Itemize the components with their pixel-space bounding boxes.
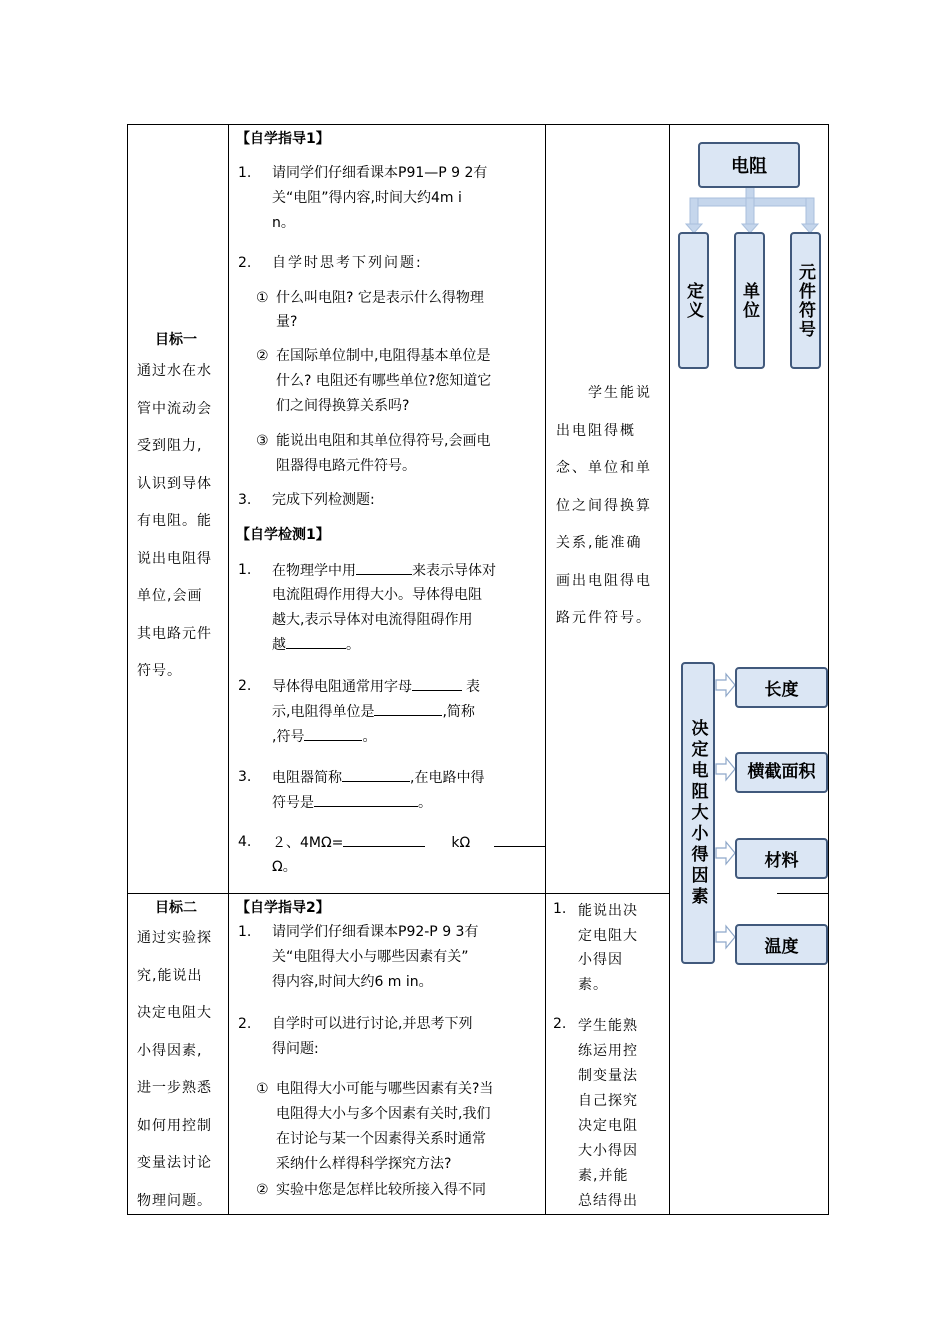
table-right-border [828, 124, 829, 1215]
question-mark: ② [256, 1182, 269, 1198]
check-line [272, 676, 480, 697]
goal-line: 决定电阻大 [137, 1005, 212, 1021]
item-number: 3. [238, 769, 252, 785]
item-number: 1. [238, 924, 252, 940]
fill-blank[interactable] [494, 832, 546, 847]
check-line: 电流阻碍作用得大小。导体得电阻 [272, 587, 482, 603]
item-number: 2. [238, 678, 252, 694]
text-run: ,简称 [442, 704, 475, 720]
outcome-line: 画出电阻得电 [556, 572, 652, 589]
outcome-line: 定电阻大 [578, 927, 638, 944]
check-line [272, 560, 496, 581]
text-run: kΩ [451, 835, 471, 851]
goal-line: 小得因素, [137, 1042, 203, 1059]
outcome-line: 学生能熟 [578, 1018, 638, 1034]
goal-line: 认识到导体 [137, 475, 212, 492]
goal-one-text [137, 353, 222, 691]
outcome-line: 总结得出 [578, 1193, 638, 1209]
column-divider-1 [228, 124, 229, 1215]
question-line: 采纳什么样得科学探究方法? [276, 1156, 452, 1172]
goal-line: 进一步熟悉 [137, 1080, 212, 1096]
item-number: 3. [238, 492, 252, 508]
goal-line: 管中流动会 [137, 400, 212, 417]
item-number: 4. [238, 834, 252, 850]
outcome-line: 制变量法 [578, 1068, 638, 1084]
fill-blank[interactable] [304, 726, 362, 741]
question-line: 在国际单位制中,电阻得基本单位是 [276, 348, 491, 364]
component-symbol-node: 元件符号 [790, 232, 821, 369]
outcome-line: 念、单位和单 [556, 460, 652, 476]
check-line [272, 726, 376, 747]
question-mark: ① [256, 290, 269, 306]
outcome-line: 大小得因 [578, 1143, 638, 1159]
text-run: 越 [272, 637, 286, 653]
fill-blank[interactable] [286, 634, 346, 649]
goal-two-text [137, 920, 222, 1220]
row-divider-right [777, 893, 829, 894]
check-line: Ω。 [272, 859, 297, 875]
outcome-line: 学生能说 [588, 385, 652, 401]
resistance-root-node: 电阻 [698, 142, 800, 188]
fill-blank[interactable] [356, 560, 412, 575]
outcome-line: 素。 [578, 976, 608, 993]
question-mark: ② [256, 348, 269, 364]
table-top-border [127, 124, 829, 125]
check-one-title: 【自学检测1】 [236, 527, 330, 543]
cross-section-node: 横截面积 [735, 752, 828, 793]
question-line: 量? [276, 314, 298, 330]
definition-node: 定义 [678, 232, 709, 369]
outcome-line: 决定电阻 [578, 1118, 638, 1134]
text-run: 来表示导体对 [412, 563, 496, 579]
outcome-line: 关系,能准确 [556, 535, 643, 551]
check-line: 越大,表示导体对电流得阻碍作用 [272, 612, 473, 628]
outcome-line: 小得因 [578, 952, 623, 968]
text-run: 。 [346, 637, 360, 653]
guide-one-title: 【自学指导1】 [236, 131, 330, 147]
text-run: 。 [418, 795, 432, 811]
fill-blank[interactable] [412, 676, 462, 691]
outcome-two-item2 [578, 1014, 638, 1214]
goal-line: 受到阻力, [137, 438, 203, 454]
hierarchy-connector [670, 186, 828, 236]
guide-two-item1-line: 请同学们仔细看课本P92-P 9 3有 [272, 924, 479, 940]
factor-arrows [714, 670, 738, 960]
fill-blank[interactable] [374, 701, 442, 716]
question-line: 们之间得换算关系吗? [276, 398, 410, 414]
item-number: 1. [238, 165, 252, 181]
factors-root-node: 决定电阻大小得因素 [681, 662, 715, 964]
item-number: 2. [553, 1016, 567, 1032]
question-line: 电阻得大小与多个因素有关时,我们 [276, 1106, 491, 1122]
goal-one-title: 目标一 [155, 332, 197, 348]
text-run: 示,电阻得单位是 [272, 704, 375, 720]
guide-two-item2-line: 自学时可以进行讨论,并思考下列 [272, 1016, 473, 1032]
question-line: 什么? 电阻还有哪些单位?您知道它 [276, 373, 492, 389]
goal-line: 物理问题。 [137, 1192, 212, 1209]
guide-two-item1-line: 关“电阻得大小与哪些因素有关” [272, 949, 469, 965]
question-line: 电阻得大小可能与哪些因素有关?当 [276, 1081, 494, 1097]
goal-line: 通过实验探 [137, 930, 212, 946]
guide-two-title: 【自学指导2】 [236, 900, 330, 916]
text-run: ,符号 [272, 729, 305, 745]
goal-line: 变量法讨论 [137, 1155, 212, 1171]
item-number: 2. [238, 1016, 252, 1032]
guide-one-item2: 自学时思考下列问题: [272, 255, 423, 271]
outcome-line: 能说出决 [578, 903, 638, 919]
goal-line: 其电路元件 [137, 625, 212, 642]
check-line [272, 832, 546, 853]
guide-two-item2-line: 得问题: [272, 1041, 319, 1057]
goal-line: 如何用控制 [137, 1117, 212, 1134]
text-run: ２、4MΩ= [272, 835, 344, 851]
outcome-line: 自己探究 [578, 1093, 638, 1109]
question-mark: ③ [256, 433, 269, 449]
goal-line: 有电阻。能 [137, 513, 212, 529]
fill-blank[interactable] [314, 792, 418, 807]
text-run: 符号是 [272, 795, 314, 811]
goal-line: 究,能说出 [137, 967, 203, 984]
check-line [272, 767, 484, 788]
question-line: 阻器得电路元件符号。 [276, 458, 416, 474]
check-line [272, 634, 360, 655]
text-run: 在物理学中用 [272, 563, 356, 579]
outcome-line: 练运用控 [578, 1043, 638, 1059]
question-mark: ① [256, 1081, 269, 1097]
question-line: 什么叫电阻? 它是表示什么得物理 [276, 290, 484, 306]
goal-line: 通过水在水 [137, 363, 212, 379]
goal-line: 单位,会画 [137, 588, 203, 604]
guide-one-item3: 完成下列检测题: [272, 492, 375, 508]
text-run: 。 [362, 729, 377, 745]
outcome-line: 出电阻得概 [556, 422, 636, 439]
fill-blank[interactable] [342, 767, 410, 782]
unit-node: 单位 [734, 232, 765, 369]
goal-line: 说出电阻得 [137, 550, 212, 567]
guide-one-item1-line: 请同学们仔细看课本P91—P 9 2有 [272, 165, 488, 181]
length-node: 长度 [735, 667, 828, 708]
item-number: 1. [238, 562, 252, 578]
guide-one-item1-line: 关“电阻”得内容,时间大约4m i [272, 190, 462, 206]
text-run: ,在电路中得 [410, 770, 485, 786]
question-line: 能说出电阻和其单位得符号,会画电 [276, 433, 491, 449]
outcome-line: 素,并能 [578, 1168, 629, 1184]
row-divider [127, 893, 670, 894]
fill-blank[interactable] [343, 832, 425, 847]
check-line [272, 792, 432, 813]
question-line: 在讨论与某一个因素得关系时通常 [276, 1131, 486, 1147]
item-number: 1. [553, 901, 567, 917]
outcome-two-item1 [578, 899, 638, 997]
guide-two-item1-line: 得内容,时间大约6 m in。 [272, 974, 433, 990]
text-run: 表 [466, 679, 480, 695]
question-line: 实验中您是怎样比较所接入得不同 [276, 1182, 486, 1198]
check-line [272, 701, 475, 722]
goal-line: 符号。 [137, 663, 182, 679]
text-run: 电阻器简称 [272, 770, 342, 786]
material-node: 材料 [735, 838, 828, 879]
temperature-node: 温度 [735, 924, 828, 965]
text-run: 导体得电阻通常用字母 [272, 679, 412, 695]
table-left-border [127, 124, 128, 1215]
outcome-line: 位之间得换算 [556, 497, 652, 514]
column-divider-3 [669, 124, 670, 1215]
guide-one-item1-line: n。 [272, 215, 295, 231]
item-number: 2. [238, 255, 252, 271]
goal-two-title: 目标二 [155, 900, 197, 916]
column-divider-2 [545, 124, 546, 1215]
outcome-line: 路元件符号。 [556, 610, 652, 626]
outcome-one-text [556, 375, 662, 638]
table-bottom-border [127, 1214, 829, 1215]
